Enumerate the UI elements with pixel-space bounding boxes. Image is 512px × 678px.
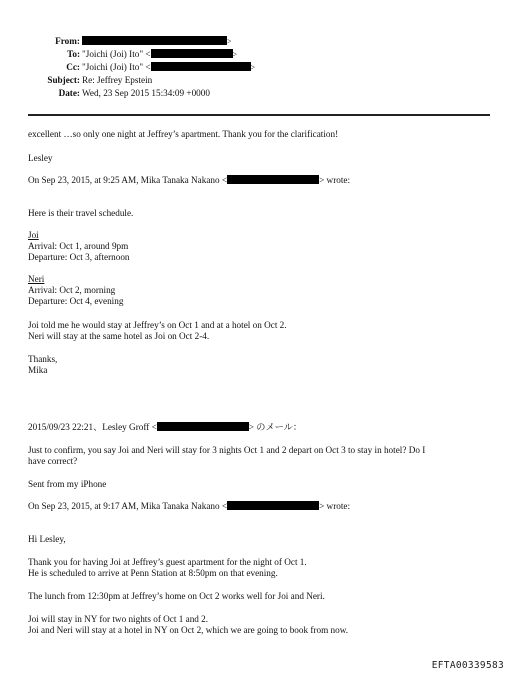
arrival-line: Arrival: Oct 2, morning xyxy=(28,285,116,295)
body-line: excellent …so only one night at Jeffrey’s apartment. Thank you for the clarification! xyxy=(28,129,339,139)
body-line: Sent from my iPhone xyxy=(28,479,107,489)
redaction-bar xyxy=(227,175,319,184)
departure-line: Departure: Oct 4, evening xyxy=(28,296,124,306)
date-label: Date: xyxy=(58,88,80,98)
redaction-bar xyxy=(82,36,227,45)
quote-header: On Sep 23, 2015, at 9:25 AM, Mika Tanaka Nakano < > wrote: xyxy=(28,175,351,185)
body-line: Just to confirm, you say Joi and Neri will stay for 3 nights Oct 1 and 2 depart on Oct 3 to stay in hotel? Do I xyxy=(28,445,426,455)
header-divider xyxy=(28,114,490,116)
departure-line: Departure: Oct 3, afternoon xyxy=(28,252,130,262)
redaction-bar xyxy=(227,501,319,510)
body-line: The lunch from 12:30pm at Jeffrey’s home on Oct 2 works well for Joi and Neri. xyxy=(28,591,325,601)
redaction-bar xyxy=(157,422,249,431)
body-line: have correct? xyxy=(28,456,78,466)
body-line: Neri will stay at the same hotel as Joi on Oct 2-4. xyxy=(28,331,210,341)
to-label: To: xyxy=(67,49,80,59)
body-line: Thank you for having Joi at Jeffrey’s guest apartment for the night of Oct 1. xyxy=(28,557,307,567)
subject-value: Re: Jeffrey Epstein xyxy=(82,75,153,85)
signature: Mika xyxy=(28,365,48,375)
redaction-bar xyxy=(151,62,251,71)
redaction-bar xyxy=(151,49,233,58)
date-value: Wed, 23 Sep 2015 15:34:09 +0000 xyxy=(82,88,210,98)
subject-label: Subject: xyxy=(47,75,80,85)
bracket: > xyxy=(250,63,256,72)
traveler-name: Neri xyxy=(28,274,45,284)
cc-label: Cc: xyxy=(66,62,80,72)
cc-value: "Joichi (Joi) Ito" < xyxy=(82,62,151,72)
from-label: From: xyxy=(55,36,80,46)
bracket: > xyxy=(227,37,232,46)
body-line: Here is their travel schedule. xyxy=(28,208,134,218)
bracket: > xyxy=(232,50,238,59)
quote-header: On Sep 23, 2015, at 9:17 AM, Mika Tanaka Nakano < > wrote: xyxy=(28,501,351,511)
signature: Lesley xyxy=(28,153,53,163)
body-line: Thanks, xyxy=(28,354,58,364)
arrival-line: Arrival: Oct 1, around 9pm xyxy=(28,241,129,251)
greeting: Hi Lesley, xyxy=(28,534,66,544)
traveler-name: Joi xyxy=(28,230,39,240)
quote-header: 2015/09/23 22:21、Lesley Groff < > のメール： xyxy=(28,422,303,432)
bates-number: EFTA00339583 xyxy=(431,660,504,671)
body-line: He is scheduled to arrive at Penn Station at 8:50pm on that evening. xyxy=(28,568,278,578)
body-line: Joi will stay in NY for two nights of Oct 1 and 2. xyxy=(28,614,209,624)
body-line: Joi and Neri will stay at a hotel in NY on Oct 2, which we are going to book from now. xyxy=(28,625,349,635)
to-value: "Joichi (Joi) Ito" < xyxy=(82,49,151,59)
body-line: Joi told me he would stay at Jeffrey’s on Oct 1 and at a hotel on Oct 2. xyxy=(28,320,287,330)
